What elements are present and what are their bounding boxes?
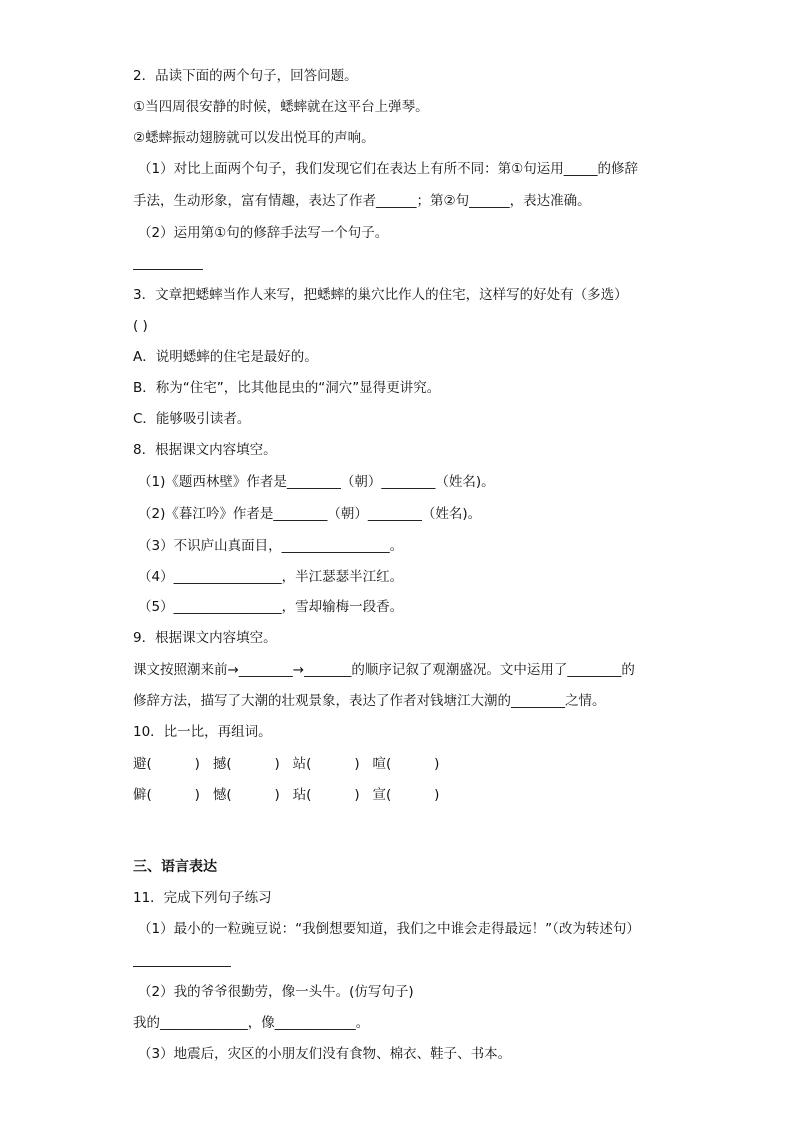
q2-sentence-2: ②蟋蟀振动翅膀就可以发出悦耳的声响。 bbox=[133, 130, 375, 146]
section-3-heading: 三、语言表达 bbox=[133, 859, 217, 875]
q9-title: 9．根据课文内容填空。 bbox=[133, 630, 277, 646]
q2-part1-line1: （1）对比上面两个句子，我们发现它们在表达上有所不同：第①句运用_____的修辞 bbox=[138, 161, 638, 177]
q9-line-2: 修辞方法，描写了大潮的壮观景象，表达了作者对钱塘江大潮的________之情。 bbox=[133, 693, 606, 709]
q8-item-3: （3）不识庐山真面目，________________。 bbox=[138, 538, 404, 554]
q3-option-b: B．称为“住宅”，比其他昆虫的“洞穴”显得更讲究。 bbox=[133, 380, 441, 396]
q11-part1-answer-line[interactable] bbox=[133, 966, 231, 967]
q2-answer-line[interactable] bbox=[133, 269, 203, 270]
q2-title: 2．品读下面的两个句子，回答问题。 bbox=[133, 68, 358, 84]
q10-title: 10．比一比，再组词。 bbox=[133, 724, 272, 740]
q3-answer-paren[interactable]: ( ) bbox=[133, 318, 148, 334]
q11-title: 11．完成下列句子练习 bbox=[133, 890, 272, 906]
q8-item-1: （1)《题西林壁》作者是________（朝）________（姓名)。 bbox=[138, 474, 495, 490]
q11-part-1: （1）最小的一粒豌豆说：“我倒想要知道，我们之中谁会走得最远！”（改为转述句） bbox=[138, 921, 640, 937]
q2-part2: （2）运用第①句的修辞手法写一个句子。 bbox=[138, 225, 389, 241]
q3-title: 3．文章把蟋蟀当作人来写，把蟋蟀的巢穴比作人的住宅，这样写的好处有（多选） bbox=[133, 287, 628, 303]
q10-row-1: 避( ) 撼( ) 站( ) 喧( ) bbox=[133, 756, 440, 772]
q2-sentence-1: ①当四周很安静的时候，蟋蟀就在这平台上弹琴。 bbox=[133, 99, 429, 115]
q8-item-2: （2)《暮江吟》作者是________（朝）________（姓名)。 bbox=[138, 506, 482, 522]
q3-option-a: A．说明蟋蟀的住宅是最好的。 bbox=[133, 349, 318, 365]
q8-item-5: （5）________________，雪却输梅一段香。 bbox=[138, 599, 404, 615]
q11-part-2-fill: 我的_____________，像____________。 bbox=[133, 1015, 370, 1031]
q8-title: 8．根据课文内容填空。 bbox=[133, 442, 277, 458]
q9-line-1: 课文按照潮来前→________→_______的顺序记叙了观潮盛况。文中运用了________的 bbox=[133, 662, 635, 678]
q8-item-4: （4）________________，半江瑟瑟半江红。 bbox=[138, 569, 404, 585]
q11-part-2: （2）我的爷爷很勤劳，像一头牛。(仿写句子) bbox=[138, 984, 414, 1000]
q2-part1-line2: 手法，生动形象，富有情趣，表达了作者______；第②句______，表达准确。 bbox=[133, 193, 591, 209]
q3-option-c: C．能够吸引读者。 bbox=[133, 411, 251, 427]
q10-row-2: 僻( ) 憾( ) 玷( ) 宣( ) bbox=[133, 787, 440, 803]
q11-part-3: （3）地震后，灾区的小朋友们没有食物、棉衣、鞋子、书本。 bbox=[138, 1046, 512, 1062]
